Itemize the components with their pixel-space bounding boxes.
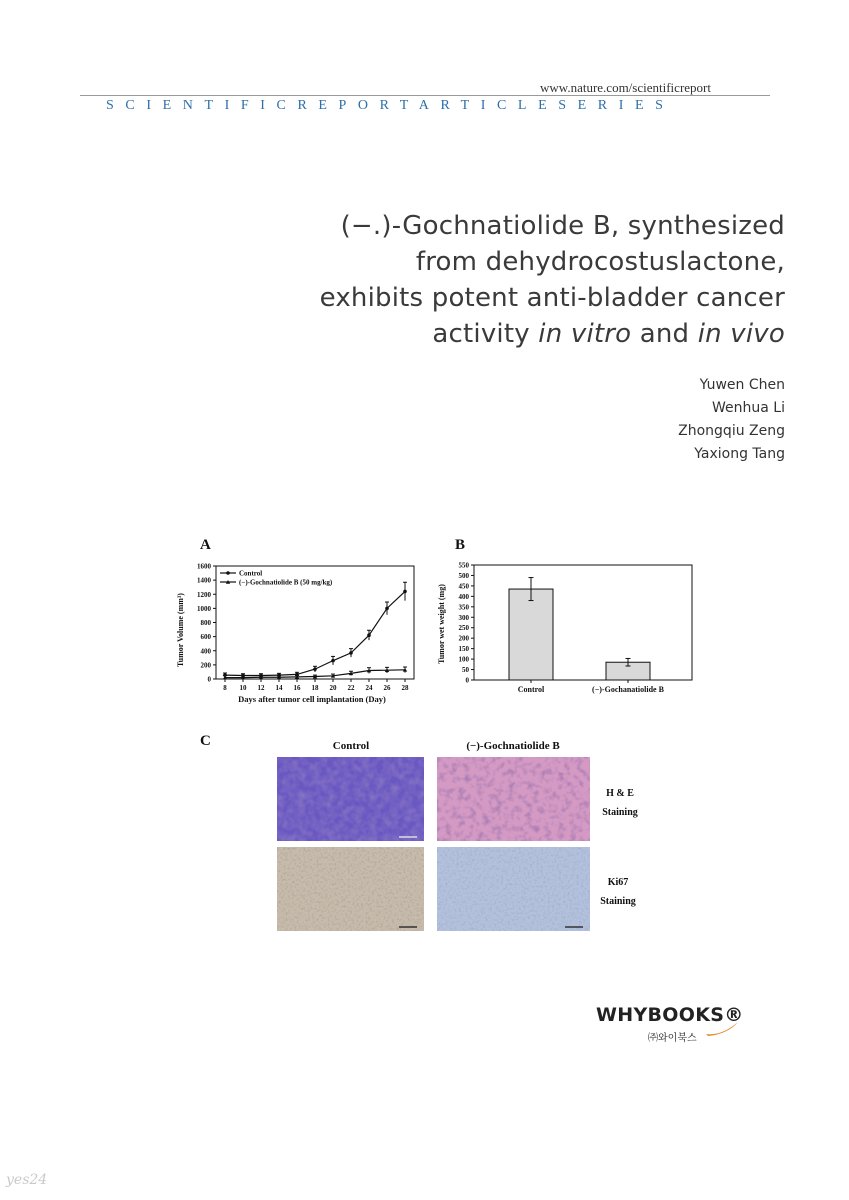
data-point <box>403 590 407 594</box>
ki67-staining-label <box>594 873 642 911</box>
title-italic-in-vivo: in vivo <box>697 319 785 349</box>
panel-letter-c: C <box>200 733 211 749</box>
author-name: Yaxiong Tang <box>694 446 785 462</box>
y-tick-label: 800 <box>200 619 211 627</box>
author-list <box>560 374 785 466</box>
watermark: yes24 <box>6 1172 48 1188</box>
logo-swoosh-icon <box>704 1020 740 1038</box>
histology-column-control: Control <box>332 740 370 752</box>
journal-url: www.nature.com/scientificreport <box>540 80 711 95</box>
y-tick-label: 350 <box>458 603 469 612</box>
category-label: Control <box>517 685 545 694</box>
ki67-control-image <box>277 847 424 931</box>
y-tick-label: 250 <box>458 624 469 633</box>
data-point <box>331 659 335 663</box>
he-control-image <box>277 757 424 841</box>
series-label: SCIENTIFICREPORTARTICLESERIES <box>106 98 675 113</box>
he-treatment-image <box>437 757 590 841</box>
y-axis-label: Tumor wet weight (mg) <box>437 584 446 664</box>
y-tick-label: 450 <box>458 582 469 591</box>
x-tick-label: 24 <box>365 684 373 692</box>
data-point <box>385 607 389 611</box>
x-tick-label: 10 <box>239 684 247 692</box>
y-tick-label: 100 <box>458 655 469 664</box>
x-tick-label: 20 <box>329 684 337 692</box>
legend-label: (−)-Gochnatiolide B (50 mg/kg) <box>239 578 333 587</box>
title-line-4 <box>180 316 785 352</box>
logo-wordmark: WHYBOOKS® <box>596 1004 744 1026</box>
y-tick-label: 550 <box>458 561 469 570</box>
title-italic-in-vitro: in vitro <box>538 319 632 349</box>
y-tick-label: 200 <box>458 634 469 643</box>
title-line-3: exhibits potent anti-bladder cancer <box>319 283 785 313</box>
series-line <box>225 591 405 675</box>
x-tick-label: 28 <box>401 684 409 692</box>
legend-label: Control <box>239 569 263 578</box>
x-tick-label: 26 <box>383 684 391 692</box>
y-tick-label: 200 <box>200 661 211 670</box>
y-tick-label: 1200 <box>197 590 211 599</box>
bar <box>509 589 553 680</box>
x-axis-label: Days after tumor cell implantation (Day) <box>238 694 386 704</box>
y-tick-label: 300 <box>458 613 469 622</box>
y-tick-label: 600 <box>200 633 211 642</box>
panel-letter-b: B <box>455 537 466 553</box>
data-point <box>313 667 317 671</box>
category-label: (−)-Gochanatiolide B <box>592 685 664 694</box>
y-tick-label: 0 <box>207 675 211 684</box>
header-rule <box>80 95 770 96</box>
article-title <box>180 208 785 352</box>
he-staining-label <box>596 784 644 822</box>
x-tick-label: 14 <box>275 684 283 692</box>
stain-label-line: Staining <box>600 896 636 907</box>
author-name: Yuwen Chen <box>699 377 785 393</box>
legend-marker <box>226 571 230 575</box>
y-tick-label: 150 <box>458 645 469 654</box>
plot-frame <box>474 565 692 680</box>
title-line-2: from dehydrocostuslactone, <box>415 247 785 277</box>
y-tick-label: 1000 <box>197 604 211 613</box>
title-text: activity <box>432 319 539 349</box>
y-tick-label: 1400 <box>197 576 211 585</box>
y-axis-label: Tumor Volume (mm³) <box>176 593 185 667</box>
publisher-logo <box>596 1004 744 1045</box>
tumor-volume-chart <box>172 558 434 708</box>
data-point <box>367 633 371 637</box>
y-tick-label: 50 <box>462 666 469 675</box>
x-tick-label: 8 <box>223 684 227 692</box>
histology-column-treatment: (−)-Gochnatiolide B <box>466 740 560 752</box>
x-tick-label: 16 <box>293 684 301 692</box>
x-tick-label: 18 <box>311 684 319 692</box>
stain-label-line: Staining <box>602 807 638 818</box>
title-text: and <box>631 319 698 349</box>
title-line-1: (−.)-Gochnatiolide B, synthesized <box>340 211 785 241</box>
y-tick-label: 400 <box>200 647 211 656</box>
histology-image-grid <box>277 757 590 931</box>
stain-label-line: Ki67 <box>607 877 629 888</box>
data-point <box>349 651 353 655</box>
y-tick-label: 0 <box>465 676 469 685</box>
panel-letter-a: A <box>200 537 211 553</box>
stain-label-line: H & E <box>606 788 634 799</box>
tumor-weight-chart <box>432 558 702 700</box>
y-tick-label: 500 <box>458 571 469 580</box>
author-name: Zhongqiu Zeng <box>678 423 785 439</box>
y-tick-label: 400 <box>458 592 469 601</box>
author-name: Wenhua Li <box>712 400 785 416</box>
y-tick-label: 1600 <box>197 562 211 571</box>
x-tick-label: 12 <box>257 684 265 692</box>
ki67-treatment-image <box>437 847 590 931</box>
logo-korean-name: ㈜와이북스 <box>648 1033 697 1044</box>
x-tick-label: 22 <box>347 684 355 692</box>
